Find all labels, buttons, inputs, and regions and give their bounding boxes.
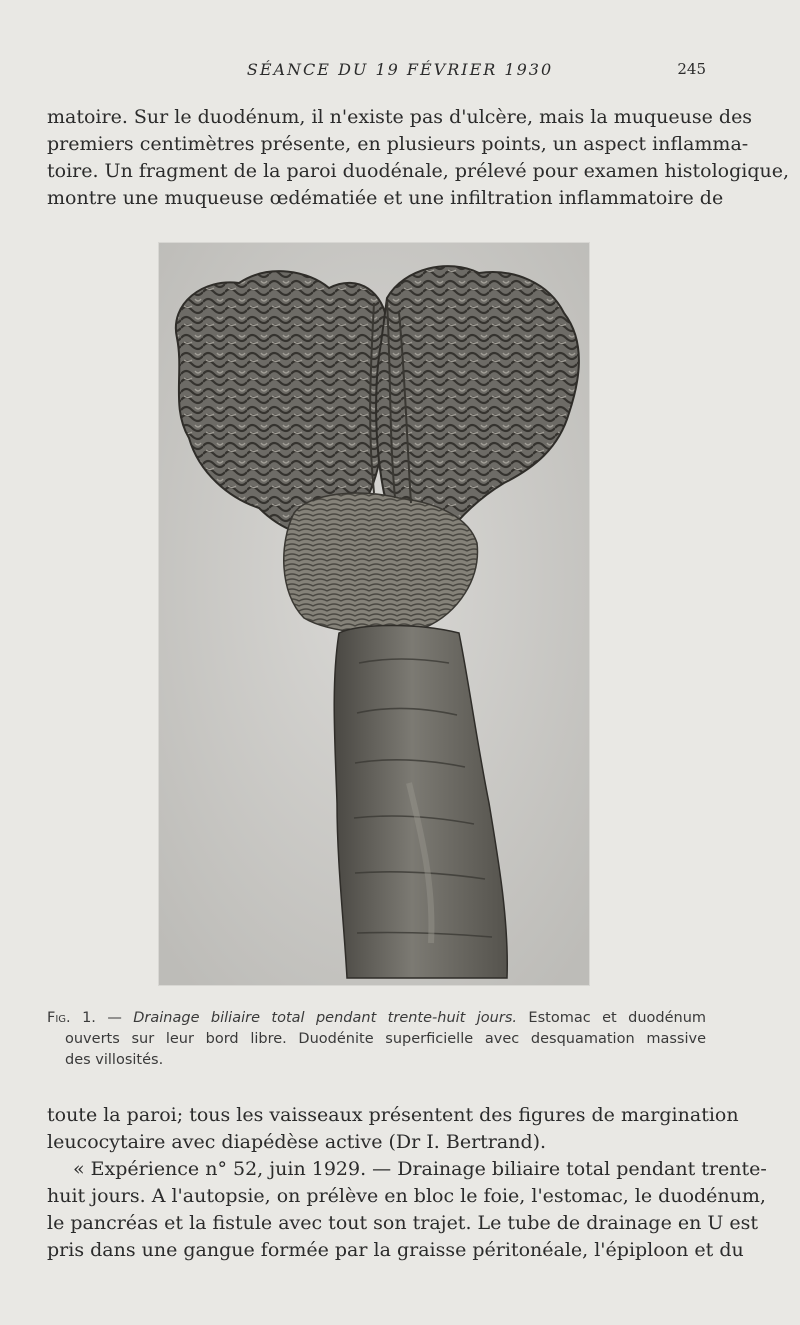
- text-line: matoire. Sur le duodénum, il n'existe pas d'ulcère, mais la muqueuse des: [47, 106, 753, 128]
- text-line: le pancréas et la fistule avec tout son trajet. Le tube de drainage en U est: [47, 1212, 759, 1234]
- text-line: toute la paroi; tous les vaisseaux présentent des figures de margination: [47, 1104, 739, 1126]
- caption-line: [47, 1008, 706, 1029]
- running-title: SÉANCE DU 19 FÉVRIER 1930: [246, 60, 554, 79]
- text-line: huit jours. A l'autopsie, on prélève en bloc le foie, l'estomac, le duodénum,: [47, 1185, 766, 1207]
- text-line: pris dans une gangue formée par la graisse péritonéale, l'épiploon et du: [47, 1239, 744, 1261]
- figure-photograph: [158, 242, 590, 986]
- page-number: 245: [677, 60, 706, 78]
- caption-line: des villosités.: [65, 1052, 164, 1068]
- text-line: premiers centimètres présente, en plusieurs points, un aspect inflamma-: [47, 133, 749, 155]
- running-head: [0, 58, 800, 84]
- caption-title: Drainage biliaire total pendant trente-huit jours.: [133, 1010, 517, 1026]
- text-line: leucocytaire avec diapédèse active (Dr I. Bertrand).: [47, 1131, 547, 1153]
- caption-text: Estomac et duodénum: [528, 1010, 707, 1026]
- text-line: « Expérience n° 52, juin 1929. — Drainage biliaire total pendant trente-: [73, 1158, 767, 1180]
- text-line: montre une muqueuse œdématiée et une infiltration inflammatoire de: [47, 187, 724, 209]
- paragraph-top: [47, 104, 790, 212]
- figure-caption: [47, 1008, 706, 1071]
- text-line: toire. Un fragment de la paroi duodénale, prélevé pour examen histologique,: [47, 160, 790, 182]
- caption-figure-label: Fig. 1. —: [47, 1010, 122, 1026]
- paragraph-bottom: [47, 1102, 767, 1264]
- caption-line: ouverts sur leur bord libre. Duodénite superficielle avec desquamation massive: [65, 1031, 706, 1047]
- specimen-photo-icon: [159, 243, 589, 985]
